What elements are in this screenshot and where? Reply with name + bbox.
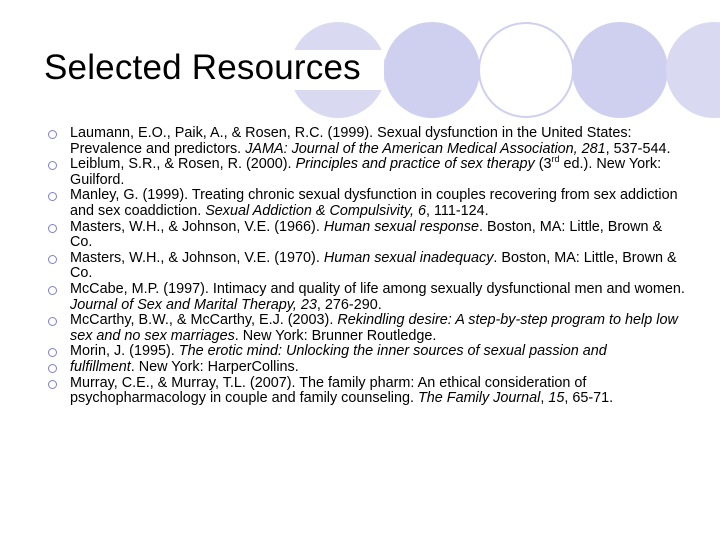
reference-title: 15 [548,390,565,407]
reference-title: fulfillment [70,358,131,375]
reference-text: . Boston, MA: Little, Brown & Co. [70,218,663,251]
reference-item [48,154,688,188]
reference-title: The Family Journal [417,390,541,407]
circle-bullet-icon [48,317,57,326]
reference-item [48,376,688,407]
reference-title: Rekindling desire: A step-by-step program to help low sex and no sex marriages [70,312,678,344]
circle-bullet-icon [48,161,57,170]
reference-text: (3 [534,156,552,173]
circle-bullet-icon [48,286,57,295]
circle-bullet-icon [48,255,57,264]
reference-text: . New York: Brunner Routledge. [234,327,437,344]
reference-text: ed.). New York: Guilford. [70,156,662,188]
reference-item [48,251,688,282]
circle-bullet-icon [48,130,57,139]
reference-item [48,360,688,376]
decorative-circle [384,22,480,118]
reference-text: Leiblum, S.R., & Rosen, R. (2000). [70,156,296,173]
reference-item [48,220,688,251]
reference-title: Principles and practice of sex therapy [295,156,535,173]
reference-text: , 537-544. [605,140,671,157]
reference-title: Human sexual response [323,218,479,235]
decorative-circle [572,22,668,118]
reference-text: . Boston, MA: Little, Brown & Co. [70,249,677,282]
reference-text: Laumann, E.O., Paik, A., & Rosen, R.C. (1999). Sexual dysfunction in the United States: Prevalence and predictors. [70,125,632,157]
reference-title: Journal of Sex and Marital Therapy, 23 [70,296,317,313]
reference-title: Human sexual inadequacy [323,249,494,266]
circle-bullet-icon [48,348,57,357]
reference-text: , 65-71. [564,390,614,407]
reference-text: , 276-290. [316,296,382,313]
reference-item [48,188,688,219]
circle-bullet-icon [48,364,57,373]
reference-text: Morin, J. (1995). [70,343,179,360]
reference-text: McCabe, M.P. (1997). Intimacy and quality of life among sexually dysfunctional men and women. [70,280,685,297]
reference-title: JAMA: Journal of the American Medical Association, 281 [245,140,606,157]
reference-text: Murray, C.E., & Murray, T.L. (2007). The family pharm: An ethical consideration of psychopharmacology in couple and family counseling. [70,374,587,407]
reference-item [48,126,688,157]
reference-title: Sexual Addiction & Compulsivity, 6 [205,202,426,219]
reference-text: Manley, G. (1999). Treating chronic sexual dysfunction in couples recovering from sex addiction and sex coaddiction. [70,187,678,219]
circle-bullet-icon [48,380,57,389]
decorative-circle-outline [478,22,574,118]
decorative-circle [666,22,720,118]
circle-bullet-icon [48,192,57,201]
reference-title: The erotic mind: Unlocking the inner sources of sexual passion and [178,343,607,360]
reference-text: Masters, W.H., & Johnson, V.E. (1970). [70,249,324,266]
reference-text: , [540,390,549,407]
reference-item [48,282,688,313]
reference-text: rd [551,154,560,165]
reference-text: . New York: HarperCollins. [130,358,299,375]
reference-item [48,313,688,344]
reference-text: McCarthy, B.W., & McCarthy, E.J. (2003). [70,312,338,329]
reference-list [48,126,688,407]
reference-text: Masters, W.H., & Johnson, V.E. (1966). [70,218,324,235]
reference-text: , 111-124. [425,202,489,219]
reference-item [48,344,688,360]
slide-title: Selected Resources [44,48,361,87]
circle-bullet-icon [48,224,57,233]
